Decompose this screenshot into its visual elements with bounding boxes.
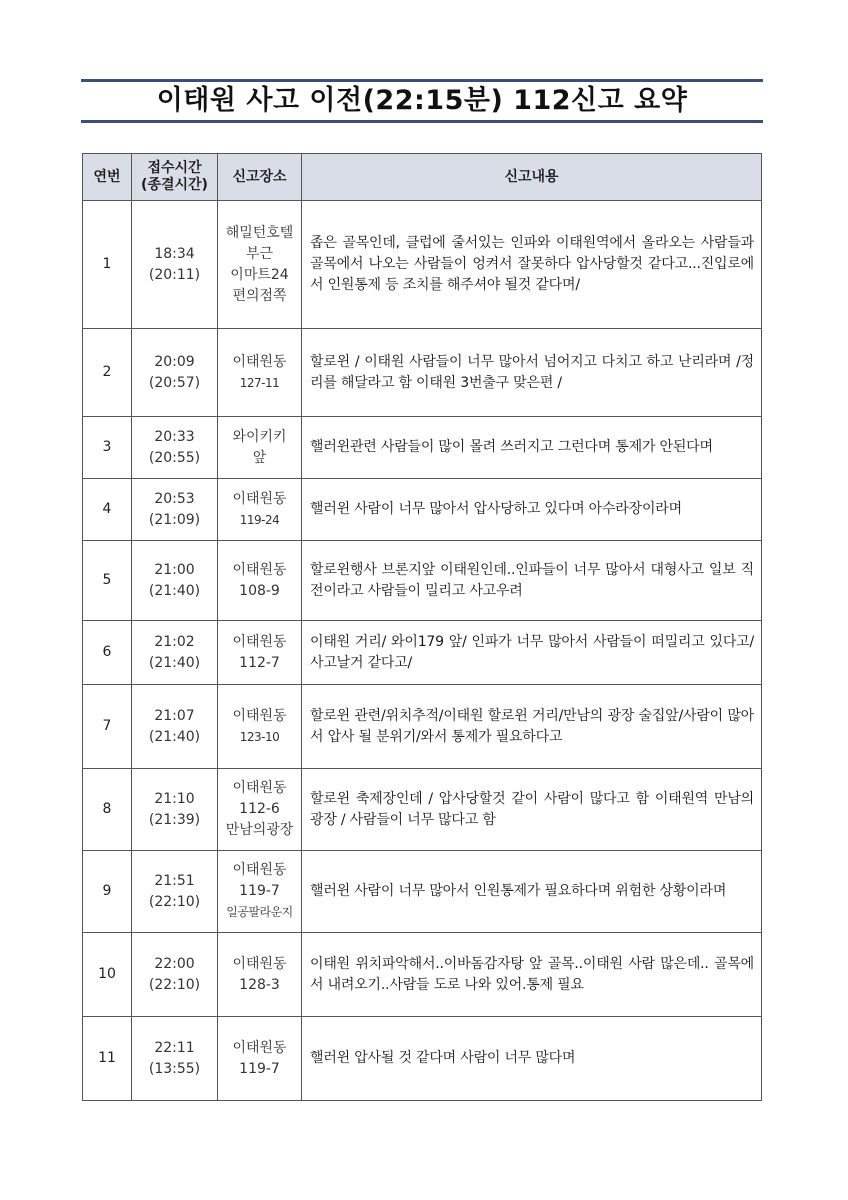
row-number: 3: [83, 417, 132, 479]
row-content: 핼러윈관련 사람들이 많이 몰려 쓰러지고 그런다며 통제가 안된다며: [302, 417, 762, 479]
row-time: [132, 541, 218, 621]
closed-time: (21:39): [148, 811, 201, 828]
row-time: [132, 417, 218, 479]
place-line: 이마트24: [230, 266, 289, 283]
place-line: 이태원동: [232, 353, 287, 370]
received-time: 21:07: [154, 707, 195, 724]
row-number: 7: [83, 685, 132, 769]
place-line: 이태원동: [232, 1039, 287, 1056]
row-time: [132, 621, 218, 685]
row-number: 8: [83, 769, 132, 851]
row-time: [132, 479, 218, 541]
row-number: 10: [83, 933, 132, 1017]
table-header-row: [83, 154, 762, 201]
closed-time: (20:57): [148, 374, 201, 391]
row-number: 6: [83, 621, 132, 685]
row-time: [132, 201, 218, 329]
row-number: 5: [83, 541, 132, 621]
place-line: 119-7: [239, 1060, 280, 1077]
row-content: 핼러윈 사람이 너무 많아서 압사당하고 있다며 아수라장이라며: [302, 479, 762, 541]
closed-time: (20:55): [148, 449, 201, 466]
reports-table: [82, 153, 762, 1101]
table-row: [83, 769, 762, 851]
table-row: [83, 1017, 762, 1101]
title-rule-bottom: [81, 120, 763, 123]
received-time: 20:09: [154, 353, 195, 370]
row-content: 이태원 위치파악해서..이바돔감자탕 앞 골목..이태원 사람 많은데.. 골목에서 내려오기..사람들 도로 나와 있어.통제 필요: [302, 933, 762, 1017]
row-place: [218, 329, 302, 417]
title-block: [81, 79, 763, 124]
place-line: 이태원동: [232, 955, 287, 972]
row-content: 핼러윈 사람이 너무 많아서 인원통제가 필요하다며 위험한 상황이라며: [302, 851, 762, 933]
place-line: 119-7: [239, 883, 280, 899]
row-content: 좁은 골목인데, 클럽에 줄서있는 인파와 이태원역에서 올라오는 사람들과 골목에서 나오는 사람들이 엉켜서 잘못하다 압사당할것 같다고...진입로에서 인원통제 등 조치를 해주셔야 될것 같다며/: [302, 201, 762, 329]
row-place: [218, 933, 302, 1017]
place-line: 이태원동: [232, 633, 287, 650]
row-time: [132, 329, 218, 417]
closed-time: (21:40): [148, 582, 201, 599]
place-line: 112-6: [239, 801, 280, 817]
row-time: [132, 685, 218, 769]
row-content: 할로윈 관련/위치추적/이태원 할로윈 거리/만남의 광장 술집앞/사람이 많아서 압사 될 분위기/와서 통제가 필요하다고: [302, 685, 762, 769]
received-time: 22:11: [154, 1039, 195, 1056]
table-row: [83, 933, 762, 1017]
table-row: [83, 541, 762, 621]
place-line: 해밀턴호텔: [225, 224, 294, 241]
received-time: 18:34: [154, 245, 195, 262]
received-time: 21:00: [154, 561, 195, 578]
place-line: 부근: [245, 245, 274, 262]
place-line: 이태원동: [232, 490, 287, 507]
place-line: 앞: [252, 449, 267, 466]
row-place: [218, 201, 302, 329]
row-place: [218, 851, 302, 933]
closed-time: (22:10): [148, 893, 201, 910]
table-row: [83, 201, 762, 329]
table-row: [83, 417, 762, 479]
row-number: 4: [83, 479, 132, 541]
row-place: [218, 417, 302, 479]
row-content: 할로윈 / 이태원 사람들이 너무 많아서 넘어지고 다치고 하고 난리라며 /정리를 해달라고 함 이태원 3번출구 맞은편 /: [302, 329, 762, 417]
place-line: 123-10: [239, 729, 280, 744]
header-time-line1: 접수시간: [147, 160, 202, 176]
header-no: 연번: [83, 154, 132, 201]
row-content: 이태원 거리/ 와이179 앞/ 인파가 너무 많아서 사람들이 떠밀리고 있다고/ 사고날거 같다고/: [302, 621, 762, 685]
place-line: 108-9: [239, 582, 280, 599]
row-place: [218, 541, 302, 621]
place-line: 이태원동: [232, 862, 287, 878]
received-time: 20:53: [154, 490, 195, 507]
row-number: 11: [83, 1017, 132, 1101]
row-place: [218, 685, 302, 769]
table-row: [83, 621, 762, 685]
row-number: 9: [83, 851, 132, 933]
row-number: 2: [83, 329, 132, 417]
place-line: 편의점쪽: [232, 287, 287, 304]
row-number: 1: [83, 201, 132, 329]
table-row: [83, 685, 762, 769]
received-time: 20:33: [154, 428, 195, 445]
header-time-line2: (종결시간): [141, 177, 208, 193]
place-line: 이태원동: [232, 561, 287, 578]
header-time: [132, 154, 218, 201]
place-line: 128-3: [239, 976, 280, 993]
received-time: 21:02: [154, 633, 195, 650]
place-line: 119-24: [239, 512, 280, 527]
closed-time: (21:09): [148, 511, 201, 528]
received-time: 21:10: [154, 790, 195, 807]
row-content: 할로윈 축제장인데 / 압사당할것 같이 사람이 많다고 함 이태원역 만남의 광장 / 사람들이 너무 많다고 함: [302, 769, 762, 851]
place-line: 127-11: [239, 375, 280, 390]
row-time: [132, 933, 218, 1017]
closed-time: (21:40): [148, 654, 201, 671]
row-place: [218, 769, 302, 851]
place-line: 이태원동: [232, 707, 287, 724]
header-content: 신고내용: [302, 154, 762, 201]
row-time: [132, 769, 218, 851]
row-place: [218, 621, 302, 685]
place-line: 이태원동: [232, 780, 287, 796]
row-content: 할로윈행사 브론지앞 이태원인데..인파들이 너무 많아서 대형사고 일보 직전이라고 사람들이 밀리고 사고우려: [302, 541, 762, 621]
table-row: [83, 479, 762, 541]
table-row: [83, 329, 762, 417]
row-place: [218, 1017, 302, 1101]
place-line: 일공팔라운지: [226, 905, 293, 919]
closed-time: (13:55): [148, 1060, 201, 1077]
place-line: 와이키키: [232, 428, 287, 445]
closed-time: (20:11): [148, 266, 201, 283]
header-place: 신고장소: [218, 154, 302, 201]
closed-time: (22:10): [148, 976, 201, 993]
place-line: 만남의광장: [225, 822, 294, 838]
row-content: 핼러윈 압사될 것 같다며 사람이 너무 많다며: [302, 1017, 762, 1101]
table-row: [83, 851, 762, 933]
closed-time: (21:40): [148, 728, 201, 745]
document-title: 이태원 사고 이전(22:15분) 112신고 요약: [156, 85, 688, 116]
row-place: [218, 479, 302, 541]
place-line: 112-7: [239, 654, 280, 671]
row-time: [132, 851, 218, 933]
received-time: 22:00: [154, 955, 195, 972]
row-time: [132, 1017, 218, 1101]
received-time: 21:51: [154, 872, 195, 889]
